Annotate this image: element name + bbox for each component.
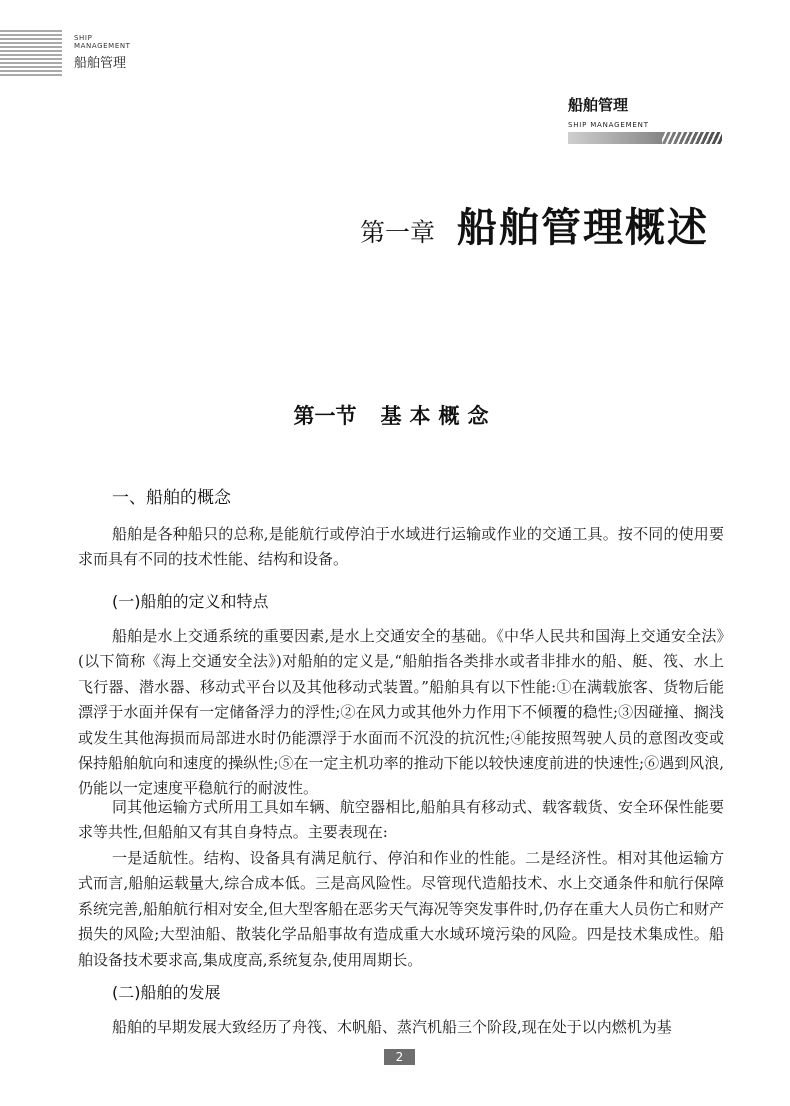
section-label: 第一节 (293, 403, 357, 428)
running-header-left-en: SHIP MANAGEMENT (74, 34, 131, 50)
paragraph-ship-overview: 船舶是各种船只的总称,是能航行或停泊于水域进行运输或作业的交通工具。按不同的使用要求而具有不同的技术性能、结构和设备。 (78, 525, 724, 569)
heading-ship-concept: 一、船舶的概念 (112, 488, 231, 508)
section-heading (0, 400, 790, 430)
paragraph-development: 船舶的早期发展大致经历了舟筏、木帆船、蒸汽机船三个阶段,现在处于以内燃机为基 (112, 1018, 672, 1036)
heading-definition-features: (一)船舶的定义和特点 (112, 592, 269, 611)
running-header-right (568, 94, 722, 144)
running-header-right-cn: 船舶管理 (568, 96, 629, 114)
section-title: 基本概念 (380, 403, 497, 428)
running-header-left (74, 34, 144, 71)
running-header-left-cn: 船舶管理 (74, 56, 127, 71)
header-gradient-bar (568, 132, 722, 144)
chapter-heading (360, 196, 709, 253)
paragraph-characteristics: 一是适航性。结构、设备具有满足航行、停泊和作业的性能。二是经济性。相对其他运输方式而言,船舶运载量大,综合成本低。三是高风险性。尽管现代造船技术、水上交通条件和航行保障系统完善,船舶航行相对安全,但大型客船在恶劣天气海况等突发事件时,仍存在重大人员伤亡和财产损失的风险;大型油船、散装化学品船事故有造成重大水域环境污染的风险。四是技术集成性。船舶设备技术要求高,集成度高,系统复杂,使用周期长。 (78, 849, 724, 969)
running-header-right-en: SHIP MANAGEMENT (568, 121, 649, 129)
paragraph-comparison: 同其他运输方式所用工具如车辆、航空器相比,船舶具有移动式、载客载货、安全环保性能要求等共性,但船舶又有其自身特点。主要表现在: (78, 798, 724, 842)
header-stripe-decoration (0, 30, 62, 76)
chapter-label: 第一章 (360, 218, 436, 247)
page-number: 2 (384, 1049, 415, 1065)
paragraph-definition: 船舶是水上交通系统的重要因素,是水上交通安全的基础。《中华人民共和国海上交通安全法》(以下简称《海上交通安全法》)对船舶的定义是,“船舶指各类排水或者非排水的船、艇、筏、水上飞行器、潜水器、移动式平台以及其他移动式装置。”船舶具有以下性能:①在满载旅客、货物后能漂浮于水面并保有一定储备浮力的浮性;②在风力或其他外力作用下不倾覆的稳性;③因碰撞、搁浅或发生其他海损而局部进水时仍能漂浮于水面而不沉没的抗沉性;④能按照驾驶人员的意图改变或保持船舶航向和速度的操纵性;⑤在一定主机功率的推动下能以较快速度前进的快速性;⑥遇到风浪,仍能以一定速度平稳航行的耐波性。 (78, 627, 724, 798)
heading-ship-development: (二)船舶的发展 (112, 983, 221, 1002)
chapter-title: 船舶管理概述 (457, 204, 710, 251)
